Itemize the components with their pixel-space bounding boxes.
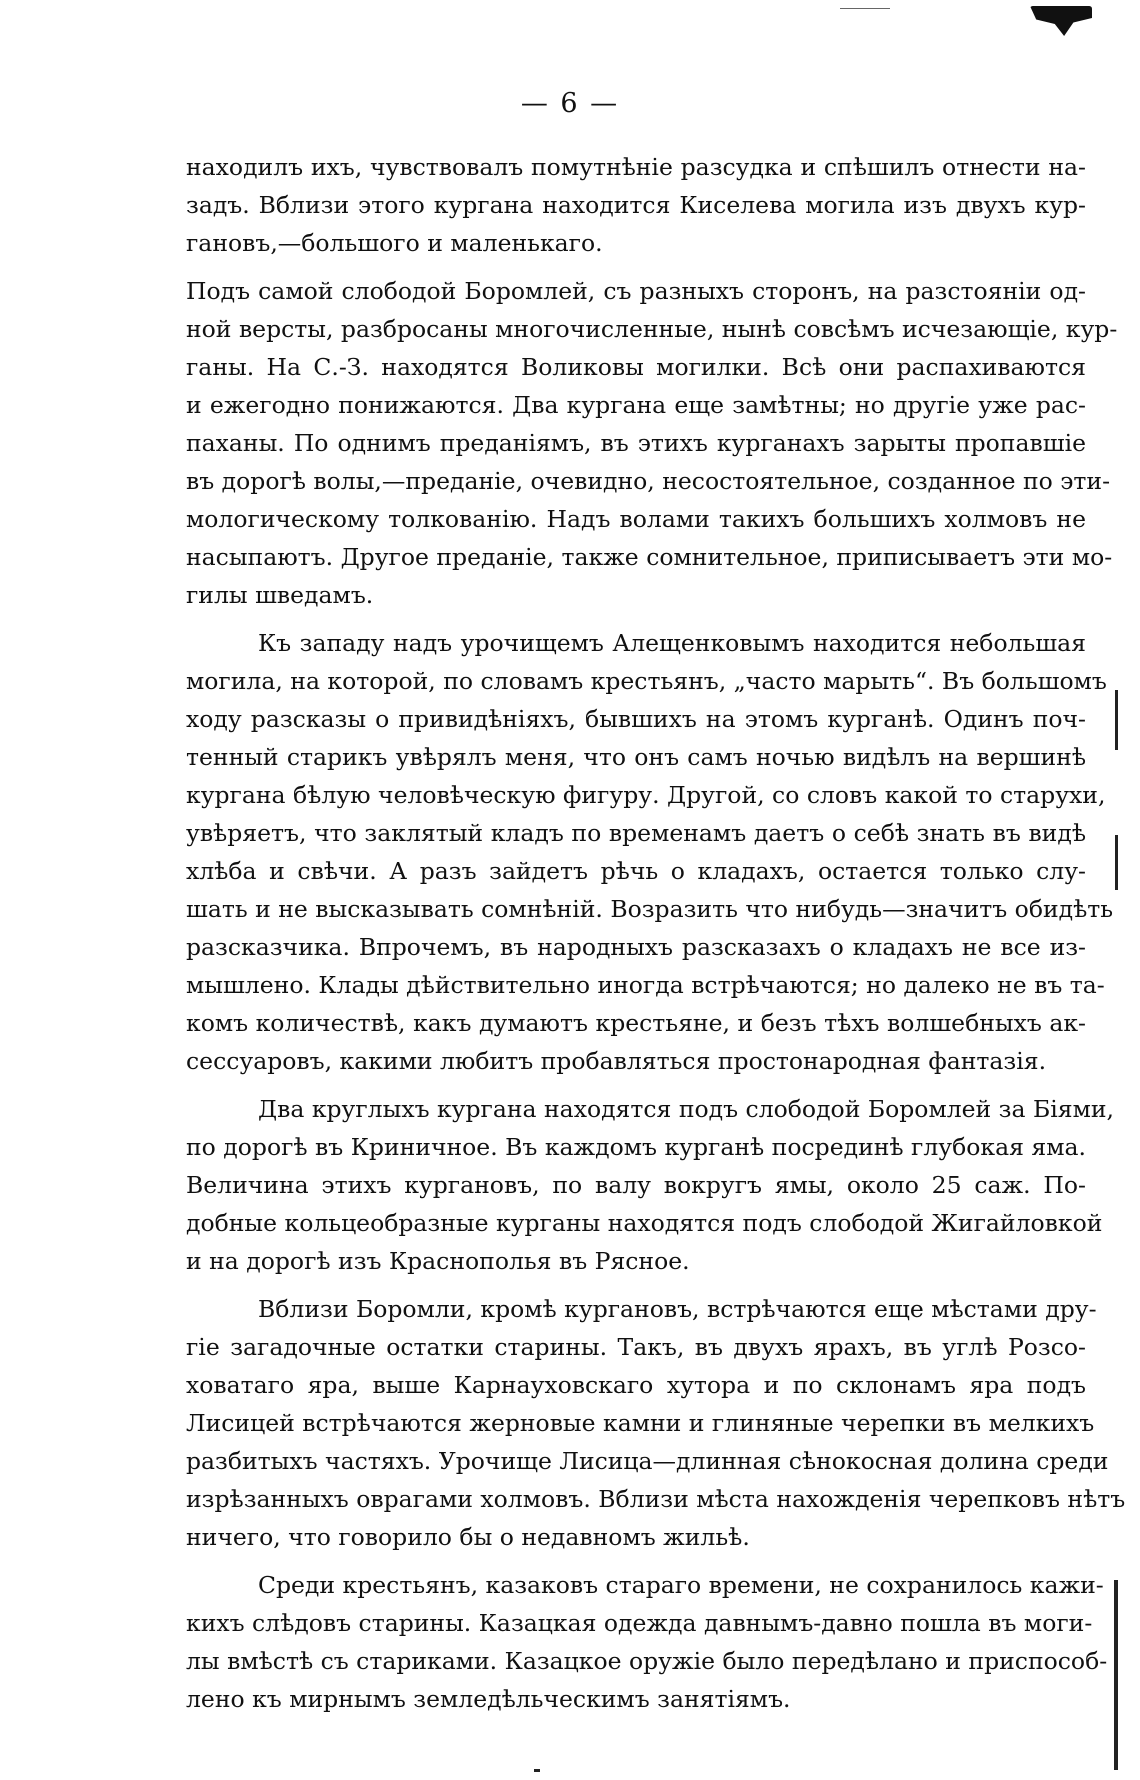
- text-line: кургана бѣлую человѣческую фигуру. Другой, со словъ какой то старухи,: [186, 781, 1106, 809]
- text-line: Вблизи Боромли, кромѣ кургановъ, встрѣчаются еще мѣстами дру-: [258, 1295, 1097, 1323]
- text-line: тенный старикъ увѣрялъ меня, что онъ самъ ночью видѣлъ на вершинѣ: [186, 743, 1086, 771]
- paragraph: [186, 1090, 1115, 1280]
- text-line: Величина этихъ кургановъ, по валу вокругъ ямы, около 25 саж. По-: [186, 1171, 1086, 1199]
- text-line: ходу разсказы о привидѣніяхъ, бывшихъ на этомъ курганѣ. Одинъ поч-: [186, 705, 1086, 733]
- text-line: могила, на которой, по словамъ крестьянъ, „часто марыть“. Въ большомъ: [186, 667, 1107, 695]
- text-line: и ежегодно понижаются. Два кургана еще замѣтны; но другіе уже рас-: [186, 391, 1086, 419]
- text-line: комъ количествѣ, какъ думаютъ крестьяне, и безъ тѣхъ волшебныхъ ак-: [186, 1009, 1086, 1037]
- text-line: изрѣзанныхъ оврагами холмовъ. Вблизи мѣста нахожденія черепковъ нѣтъ: [186, 1485, 1126, 1513]
- text-line: Къ западу надъ урочищемъ Алещенковымъ находится небольшая: [258, 629, 1086, 657]
- text-line: гановъ,—большого и маленькаго.: [186, 229, 603, 257]
- text-line: находилъ ихъ, чувствовалъ помутнѣніе разсудка и спѣшилъ отнести на-: [186, 153, 1086, 181]
- page-number: — 6 —: [520, 88, 620, 119]
- text-line: Два круглыхъ кургана находятся подъ слободой Боромлей за Біями,: [258, 1095, 1115, 1123]
- scan-artifact-dot: [534, 1769, 540, 1772]
- text-line: Подъ самой слободой Боромлей, съ разныхъ сторонъ, на разстояніи од-: [186, 277, 1086, 305]
- scan-artifact-line: [840, 8, 890, 9]
- paragraph: [186, 148, 1086, 262]
- paragraph: [186, 624, 1114, 1080]
- ink-smudge-mark: [1030, 6, 1092, 36]
- text-line: добные кольцеобразные курганы находятся подъ слободой Жигайловкой: [186, 1209, 1103, 1237]
- text-line: Лисицей встрѣчаются жерновые камни и глиняные черепки въ мелкихъ: [186, 1409, 1095, 1437]
- text-line: увѣряетъ, что заклятый кладъ по временамъ даетъ о себѣ знать въ видѣ: [186, 819, 1086, 847]
- margin-mark: [1115, 835, 1118, 890]
- margin-mark: [1114, 1580, 1118, 1770]
- text-line: по дорогѣ въ Криничное. Въ каждомъ курганѣ посрединѣ глубокая яма.: [186, 1133, 1086, 1161]
- text-line: ничего, что говорило бы о недавномъ жильѣ.: [186, 1523, 750, 1551]
- text-line: гилы шведамъ.: [186, 581, 374, 609]
- text-line: ховатаго яра, выше Карнауховскаго хутора и по склонамъ яра подъ: [186, 1371, 1086, 1399]
- paragraph: [186, 1290, 1126, 1556]
- text-line: кихъ слѣдовъ старины. Казацкая одежда давнымъ-давно пошла въ моги-: [186, 1609, 1093, 1637]
- text-line: и на дорогѣ изъ Краснополья въ Рясное.: [186, 1247, 690, 1275]
- text-line: сессуаровъ, какими любитъ пробавляться простонародная фантазія.: [186, 1047, 1047, 1075]
- text-line: ной версты, разбросаны многочисленные, нынѣ совсѣмъ исчезающіе, кур-: [186, 315, 1118, 343]
- text-line: паханы. По однимъ преданіямъ, въ этихъ курганахъ зарыты пропавшіе: [186, 429, 1086, 457]
- body-text: [186, 148, 1126, 1728]
- text-line: разсказчика. Впрочемъ, въ народныхъ разсказахъ о кладахъ не все из-: [186, 933, 1086, 961]
- text-line: лы вмѣстѣ съ стариками. Казацкое оружіе было передѣлано и приспособ-: [186, 1647, 1108, 1675]
- text-line: лено къ мирнымъ земледѣльческимъ занятіямъ.: [186, 1685, 791, 1713]
- text-line: мышлено. Клады дѣйствительно иногда встрѣчаются; но далеко не въ та-: [186, 971, 1105, 999]
- margin-mark: [1115, 690, 1118, 750]
- paragraph: [186, 272, 1118, 614]
- text-line: въ дорогѣ волы,—преданіе, очевидно, несостоятельное, созданное по эти-: [186, 467, 1111, 495]
- text-line: разбитыхъ частяхъ. Урочище Лисица—длинная сѣнокосная долина среди: [186, 1447, 1109, 1475]
- text-line: задъ. Вблизи этого кургана находится Киселева могила изъ двухъ кур-: [186, 191, 1086, 219]
- text-line: мологическому толкованію. Надъ волами такихъ большихъ холмовъ не: [186, 505, 1086, 533]
- text-line: гіе загадочные остатки старины. Такъ, въ двухъ ярахъ, въ углѣ Розсо-: [186, 1333, 1086, 1361]
- text-line: ганы. На С.-З. находятся Воликовы могилки. Всѣ они распахиваются: [186, 353, 1086, 381]
- text-line: шать и не высказывать сомнѣній. Возразить что нибудь—значитъ обидѣть: [186, 895, 1114, 923]
- text-line: хлѣба и свѣчи. А разъ зайдетъ рѣчь о кладахъ, остается только слу-: [186, 857, 1086, 885]
- text-line: Среди крестьянъ, казаковъ стараго времени, не сохранилось кажи-: [258, 1571, 1104, 1599]
- paragraph: [186, 1566, 1108, 1718]
- text-line: насыпаютъ. Другое преданіе, также сомнительное, приписываетъ эти мо-: [186, 543, 1113, 571]
